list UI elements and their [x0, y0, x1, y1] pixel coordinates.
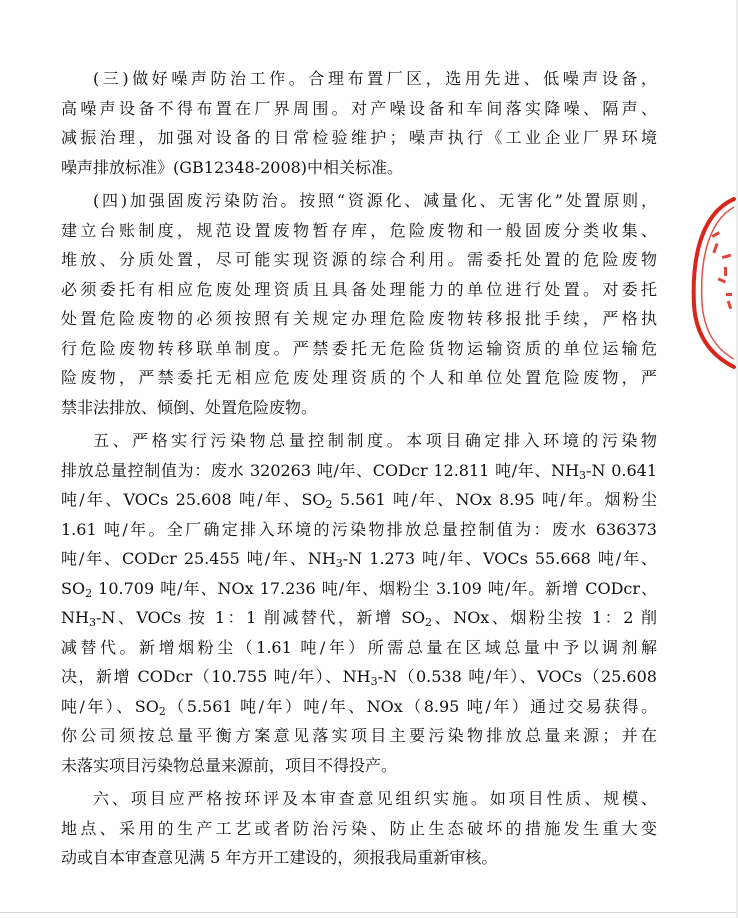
- official-seal-icon: [688, 195, 738, 370]
- text-line: (三)做好噪声防治工作。合理布置厂区，选用先进、低噪声设备，: [93, 69, 657, 88]
- paragraph-implementation: [61, 784, 657, 873]
- paragraph-noise: [61, 64, 657, 182]
- text-line: 地点、采用的生产工艺或者防治污染、防止生态破坏的措施发生重大变: [61, 818, 657, 838]
- text-line: 吨/年）、$SO_2(5.561$ 吨/年）吨/年、NOx（8.95 吨/年）通过交易获得。: [61, 696, 657, 718]
- text-line: 噪声排放标准》(GB12348-2008)中相关标准。: [61, 157, 404, 177]
- text-line: 你公司须按总量平衡方案意见落实项目主要污染物排放总量来源；并在: [61, 726, 657, 745]
- text-line: 处置危险废物的必须按照有关规定办理危险废物转移报批手续，严格执: [61, 309, 657, 328]
- text-line: 吨/年、CODcr 25.455 吨/年、$NH_3-N$ 1.273 吨/年、VOCs 55.668 吨/年、: [61, 549, 657, 570]
- text-line: 必须委托有相应危废处理资质且具备处理能力的单位进行处置。对委托: [61, 279, 657, 299]
- text-line: 吨/年、VOCs 25.608 吨/年、$SO_2$ 5.561 吨/年、NOx 8.95 吨/年。烟粉尘: [61, 490, 657, 511]
- text-line: 1.61 吨/年。全厂确定排入环境的污染物排放总量控制值为：废水 636373: [61, 519, 657, 539]
- page-bottom-border: [0, 912, 738, 913]
- text-line: 未落实项目污染物总量来源前，项目不得投产。: [61, 755, 398, 775]
- text-line: 建立台账制度，规范设置废物暂存库，危险废物和一般固废分类收集、: [61, 220, 657, 240]
- text-line: $NH_3-N$、VOCs 按 1：1 削减替代，新增 $SO_2$、NOx、烟粉尘按 1：2 削: [61, 608, 657, 629]
- text-line: 减替代。新增烟粉尘（1.61 吨/年）所需总量在区域总量中予以调剂解: [61, 637, 657, 657]
- document-body: [61, 64, 657, 877]
- text-line: 禁非法排放、倾倒、处置危险废物。: [61, 397, 318, 417]
- paragraph-total-control: [61, 426, 657, 780]
- text-line: 行危险废物转移联单制度。严禁委托无危险货物运输资质的单位运输危: [61, 338, 657, 358]
- text-line: (四)加强固废污染防治。按照“资源化、减量化、无害化”处置原则，: [93, 191, 657, 210]
- paragraph-solid-waste: [61, 186, 657, 422]
- text-line: 动或自本审查意见满 5 年方开工建设的，须报我局重新审核。: [61, 848, 498, 867]
- text-line: 减振治理，加强对设备的日常检验维护；噪声执行《工业企业厂界环境: [61, 128, 657, 147]
- text-line: 排放总量控制值为：废水 320263 吨/年、CODcr 12.811 吨/年、$NH_3-N$ 0.641: [61, 460, 657, 482]
- text-line: 高噪声设备不得布置在厂界周围。对产噪设备和车间落实降噪、隔声、: [61, 98, 657, 118]
- text-line: 六、项目应严格按环评及本审查意见组织实施。如项目性质、规模、: [93, 789, 657, 808]
- text-line: 决，新增 CODcr（10.755 吨/年）、$NH_3-N(0.538$ 吨/年）、VOCs（25.608: [61, 667, 657, 688]
- text-line: 险废物，严禁委托无相应危废处理资质的个人和单位处置危险废物，严: [61, 368, 657, 387]
- text-line: $SO_2$ 10.709 吨/年、NOx 17.236 吨/年、烟粉尘 3.109 吨/年。新增 CODcr、: [61, 578, 657, 600]
- text-line: 五、严格实行污染物总量控制制度。本项目确定排入环境的污染物: [93, 431, 657, 450]
- text-line: 堆放、分质处置，尽可能实现资源的综合利用。需委托处置的危险废物: [61, 250, 657, 269]
